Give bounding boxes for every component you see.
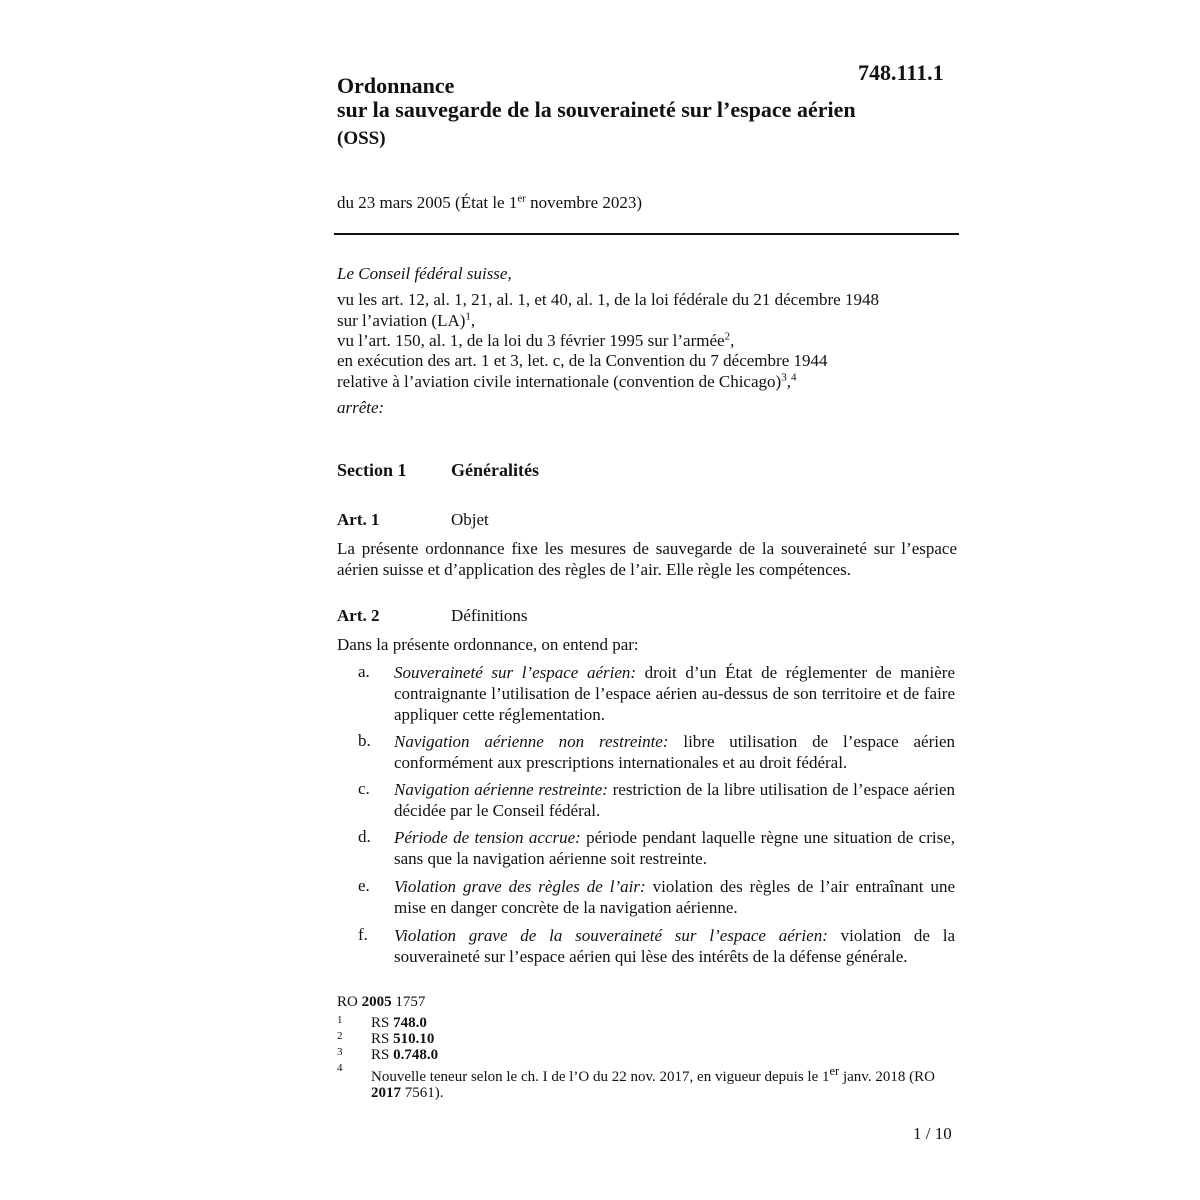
list-item: Navigation aérienne restreinte: restriction de la libre utilisation de l’espace aérien décidée par le Conseil fédéral. xyxy=(394,780,955,820)
document-date: du 23 mars 2005 (État le 1er novembre 2023) xyxy=(337,192,643,212)
footnote-ref[interactable]: 4 xyxy=(790,371,797,384)
article-title: Définitions xyxy=(451,606,528,625)
footnote: Nouvelle teneur selon le ch. I de l’O du 22 nov. 2017, en vigueur depuis le 1er janv. 2018 (RO 2017 7561). xyxy=(371,1064,935,1101)
list-item: Souveraineté sur l’espace aérien: droit d’un État de réglementer de manière contraignante l’utilisation de l’espace aérien au-dessus de son territoire et de faire appliquer cette réglementation. xyxy=(394,663,955,724)
preamble-line: vu l’art. 150, al. 1, de la loi du 3 février 1995 sur l’armée$^2$, xyxy=(337,330,735,350)
article-number: Art. 2 xyxy=(337,606,380,625)
list-item: Navigation aérienne non restreinte: libre utilisation de l’espace aérien conformément aux prescriptions internationales et au droit fédéral. xyxy=(394,732,955,772)
preamble-line: relative à l’aviation civile internationale (convention de Chicago)$^3$,$^4$ xyxy=(337,371,797,391)
preamble-line: sur l’aviation (LA)$^1$, xyxy=(337,310,476,330)
article-title: Objet xyxy=(451,510,489,529)
footnote-number: 1 xyxy=(337,1014,343,1026)
document-subtitle: sur la sauvegarde de la souveraineté sur l’espace aérien xyxy=(337,97,856,122)
list-item-letter: e. xyxy=(358,876,370,895)
document-title: Ordonnance xyxy=(337,73,455,98)
article-paragraph: Dans la présente ordonnance, on entend par: xyxy=(337,635,639,654)
list-item: Violation grave de la souveraineté sur l’espace aérien: violation de la souveraineté sur l’espace aérien qui lèse des intérêts de la défense générale. xyxy=(394,926,955,966)
preamble-decree: arrête: xyxy=(337,398,385,417)
footnote-ref[interactable]: 2 xyxy=(724,330,731,343)
preamble-line: vu les art. 12, al. 1, 21, al. 1, et 40, al. 1, de la loi fédérale du 21 décembre 1948 xyxy=(337,290,879,309)
list-item: Période de tension accrue: période pendant laquelle règne une situation de crise, sans que la navigation aérienne soit restreinte. xyxy=(394,828,955,868)
list-item-letter: c. xyxy=(358,779,370,798)
footnote: RS 748.0 xyxy=(371,1015,427,1031)
footnote-ref[interactable]: 3 xyxy=(781,371,787,384)
list-item-letter: a. xyxy=(358,662,370,681)
footnote: RS 0.748.0 xyxy=(371,1047,439,1063)
footnote-ref[interactable]: 1 xyxy=(465,310,471,323)
article-paragraph: La présente ordonnance fixe les mesures de sauvegarde de la souveraineté sur l’espace aérien suisse et d’application des règles de l’air. Elle règle les compétences. xyxy=(337,539,957,579)
page-number: 1 / 10 xyxy=(913,1124,952,1143)
article-number: Art. 1 xyxy=(337,510,380,529)
document-abbreviation: (OSS) xyxy=(337,128,386,149)
footnote: RS 510.10 xyxy=(371,1031,435,1047)
list-item-letter: f. xyxy=(358,925,368,944)
list-item-letter: d. xyxy=(358,827,371,846)
preamble-line: en exécution des art. 1 et 3, let. c, de la Convention du 7 décembre 1944 xyxy=(337,351,828,370)
footnote-number: 4 xyxy=(337,1062,343,1074)
footnote-number: 3 xyxy=(337,1046,343,1058)
section-number: Section 1 xyxy=(337,460,407,480)
section-title: Généralités xyxy=(451,460,539,480)
footnote-number: 2 xyxy=(337,1030,343,1042)
header-divider xyxy=(334,233,959,235)
list-item: Violation grave des règles de l’air: violation des règles de l’air entraînant une mise en danger concrète de la navigation aérienne. xyxy=(394,877,956,917)
document-number: 748.111.1 xyxy=(858,60,944,85)
preamble-authority: Le Conseil fédéral suisse, xyxy=(337,264,512,283)
list-item-letter: b. xyxy=(358,731,371,750)
ro-reference: RO 2005 1757 xyxy=(337,994,426,1010)
